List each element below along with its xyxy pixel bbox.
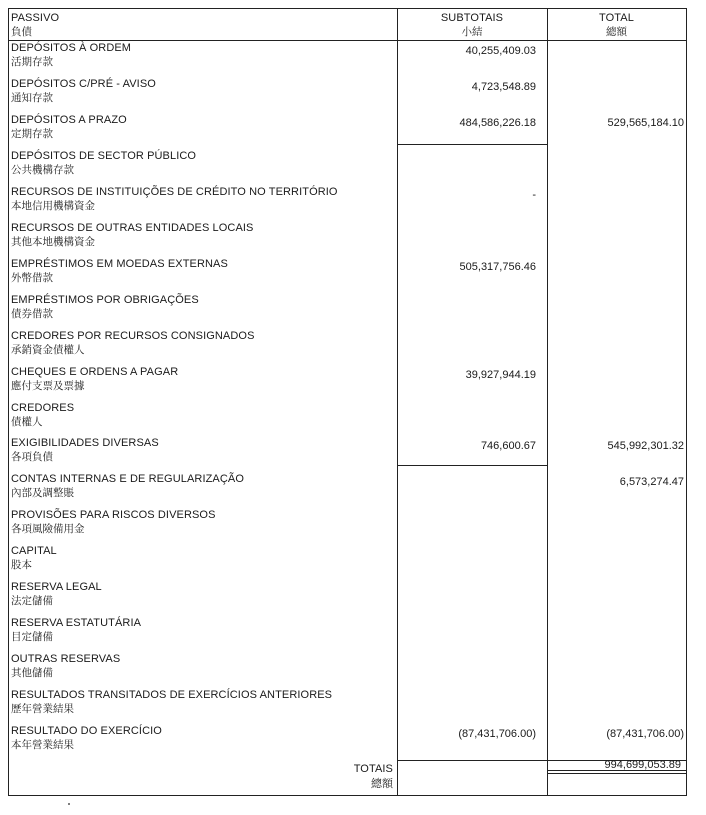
row-subtotal: 4,723,548.89: [471, 80, 536, 93]
row-label-zh: 債權人: [11, 415, 43, 428]
row-total: 529,565,184.10: [607, 116, 684, 129]
row-label: CREDORES POR RECURSOS CONSIGNADOS: [11, 329, 255, 342]
row-label: EMPRÉSTIMOS EM MOEDAS EXTERNAS: [11, 257, 228, 270]
subtotal-group-rule-2: [397, 465, 548, 466]
row-label-zh: 債券借款: [11, 307, 53, 320]
subtotal-group-rule-1: [397, 144, 548, 145]
row-label-zh: 本年營業結果: [11, 739, 74, 752]
row-label-zh: 各項風險備用金: [11, 523, 85, 536]
row-label: RESERVA LEGAL: [11, 581, 102, 594]
row-label-zh: 外幣借款: [11, 271, 53, 284]
frame-right: [686, 8, 687, 796]
row-label: DEPÓSITOS C/PRÉ - AVISO: [11, 77, 156, 90]
row-subtotal: 746,600.67: [480, 440, 536, 453]
row-label: CREDORES: [11, 401, 75, 414]
row-label-zh: 應付支票及票據: [11, 379, 85, 392]
row-label-zh: 各項負債: [11, 451, 53, 464]
header-passivo: PASSIVO: [11, 12, 60, 24]
header-total: TOTAL: [599, 12, 634, 24]
row-label-zh: 內部及調整賬: [11, 487, 74, 500]
totals-double-rule-2: [548, 773, 686, 774]
row-label: RESULTADOS TRANSITADOS DE EXERCÍCIOS ANTERIORES: [11, 689, 333, 702]
row-label-zh: 其他儲備: [11, 667, 53, 680]
row-label: CAPITAL: [11, 545, 57, 558]
totals-label: TOTAIS: [353, 763, 393, 775]
row-label: DEPÓSITOS À ORDEM: [11, 42, 132, 54]
row-label-zh: 其他本地機構資金: [11, 235, 95, 248]
row-subtotal: 39,927,944.19: [465, 368, 536, 381]
scan-speck: [68, 803, 70, 805]
row-label: RESULTADO DO EXERCÍCIO: [11, 725, 162, 738]
grand-total-value: 994,699,053.89: [604, 759, 681, 771]
header-passivo-zh: 負債: [11, 26, 32, 38]
row-label: DEPÓSITOS DE SECTOR PÚBLICO: [11, 149, 197, 162]
row-total: 6,573,274.47: [619, 476, 684, 489]
row-label-zh: 定期存款: [11, 127, 53, 140]
row-subtotal: 505,317,756.46: [459, 260, 536, 273]
row-label: RECURSOS DE OUTRAS ENTIDADES LOCAIS: [11, 221, 254, 234]
row-label-zh: 法定儲備: [11, 595, 53, 608]
row-label-zh: 通知存款: [11, 91, 53, 104]
row-total: 545,992,301.32: [607, 440, 684, 453]
row-subtotal: (87,431,706.00): [458, 728, 536, 741]
row-label: PROVISÕES PARA RISCOS DIVERSOS: [11, 509, 216, 522]
row-label: EXIGIBILIDADES DIVERSAS: [11, 437, 159, 450]
row-subtotal: 40,255,409.03: [465, 45, 536, 57]
row-subtotal: 484,586,226.18: [459, 116, 536, 129]
row-label: RECURSOS DE INSTITUIÇÕES DE CRÉDITO NO TERRITÓRIO: [11, 185, 338, 198]
row-label-zh: 活期存款: [11, 56, 53, 68]
header-total-zh: 總額: [606, 26, 627, 38]
row-total: (87,431,706.00): [606, 728, 684, 741]
row-label: EMPRÉSTIMOS POR OBRIGAÇÕES: [11, 293, 199, 306]
row-label-zh: 歷年營業結果: [11, 703, 74, 716]
frame-top: [8, 8, 687, 9]
row-subtotal: -: [532, 188, 536, 201]
row-label-zh: 承銷資金債權人: [11, 343, 85, 356]
row-label-zh: 目定儲備: [11, 631, 53, 644]
header-subtotais: SUBTOTAIS: [440, 12, 504, 24]
totals-label-zh: 總額: [371, 778, 393, 790]
row-label: RESERVA ESTATUTÁRIA: [11, 617, 142, 630]
frame-bottom: [8, 795, 687, 796]
row-label: CONTAS INTERNAS E DE REGULARIZAÇÃO: [11, 473, 245, 486]
row-label: CHEQUES E ORDENS A PAGAR: [11, 365, 179, 378]
row-label-zh: 本地信用機構資金: [11, 199, 95, 212]
row-label: DEPÓSITOS A PRAZO: [11, 113, 127, 126]
frame-left: [8, 8, 9, 796]
row-label-zh: 公共機構存款: [11, 163, 74, 176]
row-label: OUTRAS RESERVAS: [11, 653, 121, 666]
row-label-zh: 股本: [11, 559, 32, 572]
header-subtotais-zh: 小結: [461, 26, 483, 38]
